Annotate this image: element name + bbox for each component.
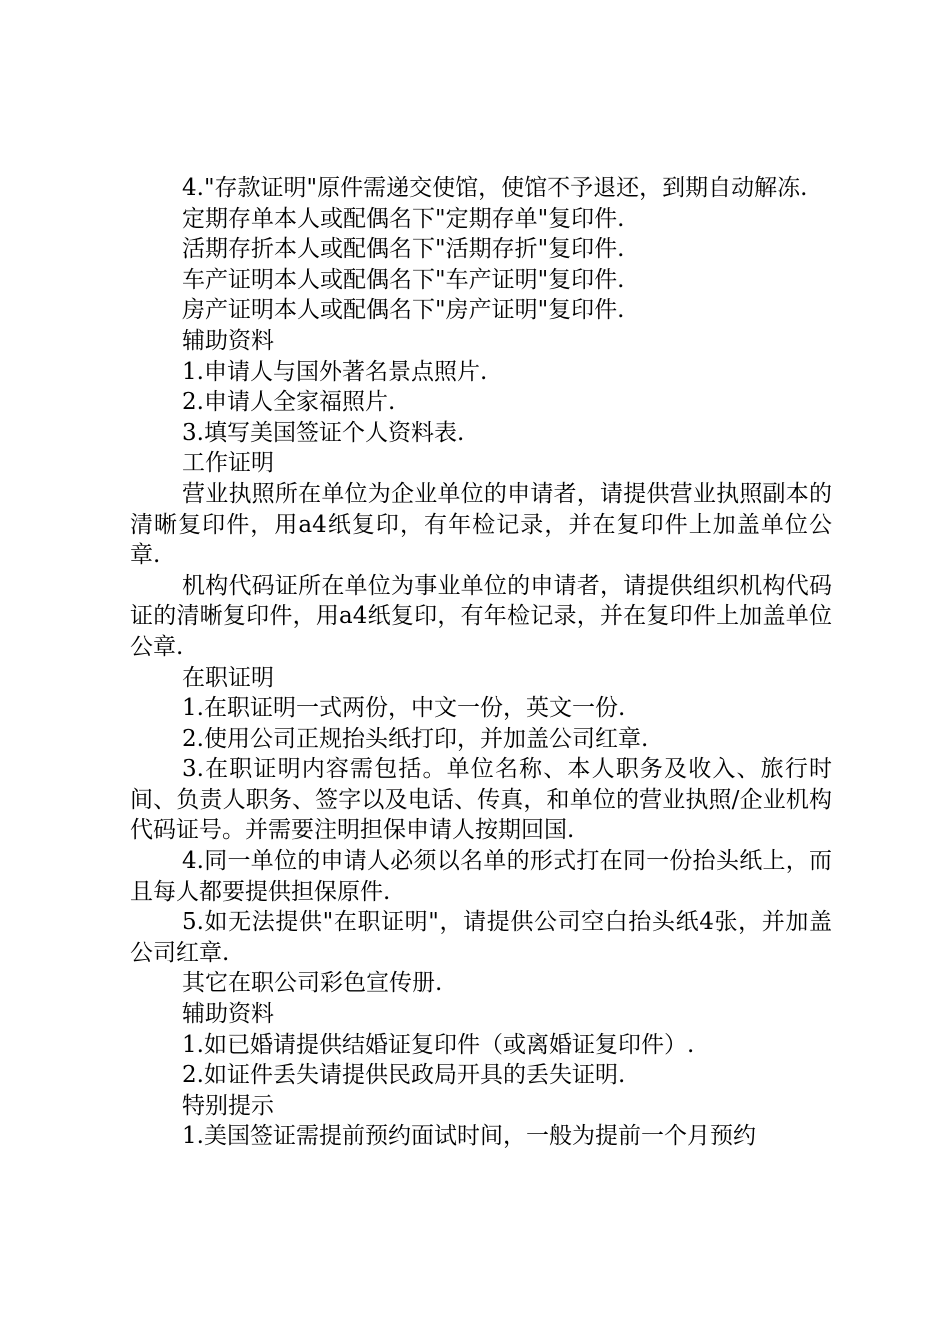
document-page	[130, 173, 832, 1152]
section-heading-auxiliary-materials: 辅助资料	[182, 327, 274, 354]
section-heading-auxiliary-materials-2: 辅助资料	[182, 1001, 274, 1028]
section-heading-special-tips: 特别提示	[182, 1092, 274, 1119]
current-deposit-item: 活期存折本人或配偶名下"活期存折"复印件.	[182, 236, 625, 263]
list-item: 3.在职证明内容需包括。单位名称、本人职务及收入、旅行时间、负责人职务、签字以及电话、传真，和单位的营业执照/企业机构代码证号。并需要注明担保申请人按期回国.	[130, 756, 832, 844]
list-item: 1.如已婚请提供结婚证复印件（或离婚证复印件）.	[182, 1031, 695, 1058]
vehicle-certificate-item: 车产证明本人或配偶名下"车产证明"复印件.	[182, 266, 625, 293]
list-item: 5.如无法提供"在职证明"，请提供公司空白抬头纸4张，并加盖公司红章.	[130, 909, 832, 966]
list-item: 1.申请人与国外著名景点照片.	[182, 358, 488, 385]
list-item: 1.美国签证需提前预约面试时间，一般为提前一个月预约	[182, 1123, 756, 1150]
section-heading-employment-certificate: 在职证明	[182, 664, 274, 691]
list-item: 2.申请人全家福照片.	[182, 389, 396, 416]
list-item: 4.同一单位的申请人必须以名单的形式打在同一份抬头纸上，而且每人都要提供担保原件.	[130, 848, 832, 905]
business-license-paragraph: 营业执照所在单位为企业单位的申请者，请提供营业执照副本的清晰复印件，用a4纸复印，有年检记录，并在复印件上加盖单位公章.	[130, 480, 832, 569]
list-item: 2.使用公司正规抬头纸打印，并加盖公司红章.	[182, 725, 649, 752]
list-item: 3.填写美国签证个人资料表.	[182, 419, 465, 446]
organization-code-paragraph: 机构代码证所在单位为事业单位的申请者，请提供组织机构代码证的清晰复印件，用a4纸复印，有年检记录，并在复印件上加盖单位公章.	[130, 572, 832, 660]
other-materials-item: 其它在职公司彩色宣传册.	[182, 970, 443, 997]
list-item: 1.在职证明一式两份，中文一份，英文一份.	[182, 695, 626, 722]
property-certificate-item: 房产证明本人或配偶名下"房产证明"复印件.	[182, 297, 625, 324]
list-item: 2.如证件丢失请提供民政局开具的丢失证明.	[182, 1062, 626, 1089]
section-heading-work-proof: 工作证明	[182, 450, 274, 477]
fixed-deposit-item: 定期存单本人或配偶名下"定期存单"复印件.	[182, 205, 625, 232]
deposit-certificate-note: 4."存款证明"原件需递交使馆，使馆不予退还，到期自动解冻.	[182, 175, 808, 201]
